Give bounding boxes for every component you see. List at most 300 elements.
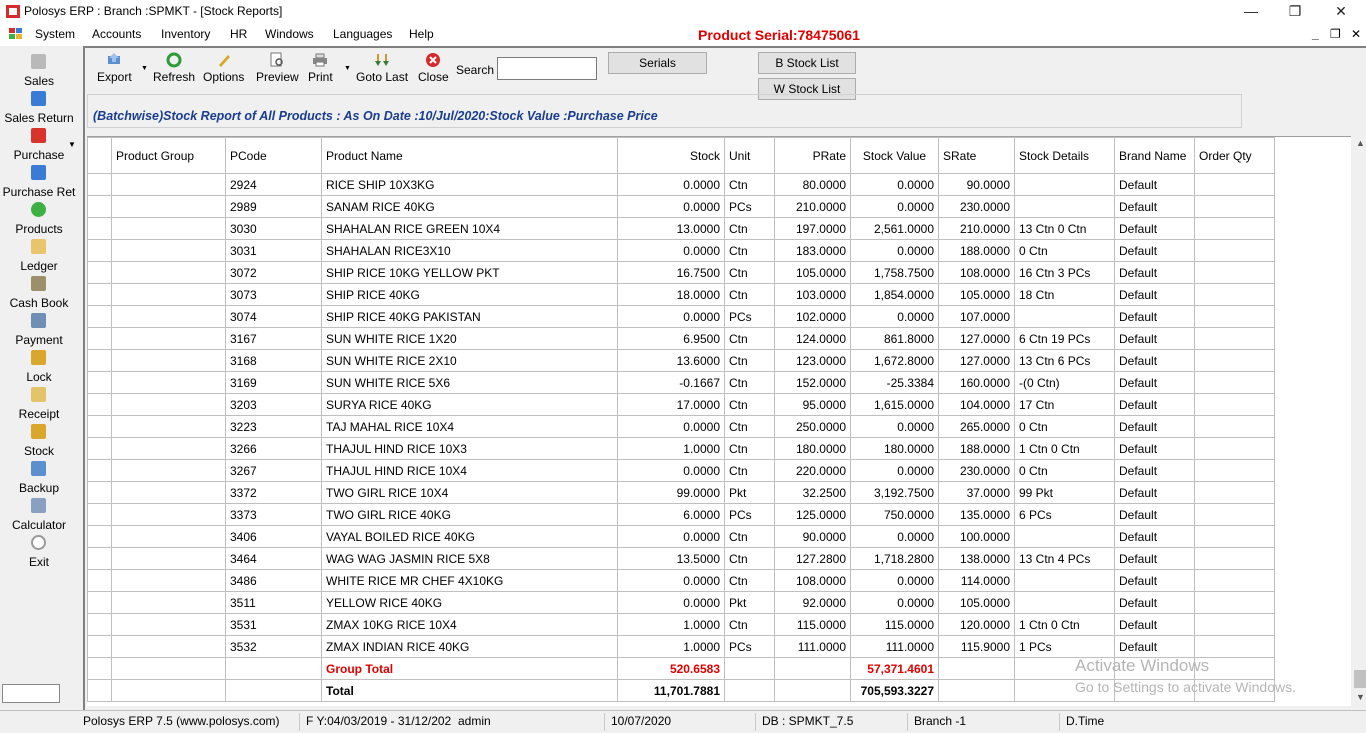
- cell-value[interactable]: 1,718.2800: [851, 548, 939, 570]
- cell-stock[interactable]: 0.0000: [618, 240, 725, 262]
- cell-brand[interactable]: Default: [1115, 636, 1195, 658]
- table-row[interactable]: [88, 570, 1275, 592]
- cell-pcode[interactable]: [226, 680, 322, 702]
- cell-stock[interactable]: 1.0000: [618, 636, 725, 658]
- cell-order-qty[interactable]: [1195, 328, 1275, 350]
- cell-name[interactable]: SHAHALAN RICE3X10: [322, 240, 618, 262]
- cell-order-qty[interactable]: [1195, 482, 1275, 504]
- cell-prate[interactable]: 250.0000: [775, 416, 851, 438]
- cell-unit[interactable]: Ctn: [725, 328, 775, 350]
- cell-srate[interactable]: 188.0000: [939, 438, 1015, 460]
- cell-pcode[interactable]: 3486: [226, 570, 322, 592]
- cell-group[interactable]: [112, 614, 226, 636]
- cell-srate[interactable]: 160.0000: [939, 372, 1015, 394]
- cell-details[interactable]: 1 Ctn 0 Ctn: [1015, 438, 1115, 460]
- cell-prate[interactable]: 125.0000: [775, 504, 851, 526]
- cell-srate[interactable]: 90.0000: [939, 174, 1015, 196]
- col-pcode[interactable]: PCode: [226, 138, 322, 174]
- cell-stock[interactable]: 13.5000: [618, 548, 725, 570]
- table-row[interactable]: [88, 416, 1275, 438]
- table-row[interactable]: [88, 218, 1275, 240]
- row-header[interactable]: [88, 658, 112, 680]
- cell-value[interactable]: 1,854.0000: [851, 284, 939, 306]
- row-header[interactable]: [88, 636, 112, 658]
- nav-sales-return[interactable]: [0, 89, 78, 126]
- cell-name[interactable]: WHITE RICE MR CHEF 4X10KG: [322, 570, 618, 592]
- cell-value[interactable]: 1,615.0000: [851, 394, 939, 416]
- system-menu-icon[interactable]: [9, 28, 23, 40]
- cell-brand[interactable]: Default: [1115, 504, 1195, 526]
- cell-unit[interactable]: Ctn: [725, 284, 775, 306]
- cell-group[interactable]: [112, 174, 226, 196]
- left-panel-input[interactable]: [2, 684, 60, 703]
- row-header[interactable]: [88, 548, 112, 570]
- cell-brand[interactable]: Default: [1115, 174, 1195, 196]
- cell-order-qty[interactable]: [1195, 394, 1275, 416]
- cell-order-qty[interactable]: [1195, 460, 1275, 482]
- nav-calculator[interactable]: [0, 496, 78, 533]
- menu-inventory[interactable]: Inventory: [161, 27, 211, 41]
- cell-order-qty[interactable]: [1195, 438, 1275, 460]
- cell-value[interactable]: 0.0000: [851, 460, 939, 482]
- col-stock-details[interactable]: Stock Details: [1015, 138, 1115, 174]
- cell-details[interactable]: [1015, 526, 1115, 548]
- cell-stock[interactable]: 99.0000: [618, 482, 725, 504]
- cell-order-qty[interactable]: [1195, 636, 1275, 658]
- cell-value[interactable]: 861.8000: [851, 328, 939, 350]
- cell-srate[interactable]: 100.0000: [939, 526, 1015, 548]
- cell-name[interactable]: RICE SHIP 10X3KG: [322, 174, 618, 196]
- menu-windows[interactable]: Windows: [265, 27, 314, 41]
- cell-brand[interactable]: Default: [1115, 372, 1195, 394]
- cell-prate[interactable]: 90.0000: [775, 526, 851, 548]
- cell-unit[interactable]: Pkt: [725, 592, 775, 614]
- cell-brand[interactable]: Default: [1115, 482, 1195, 504]
- cell-brand[interactable]: Default: [1115, 548, 1195, 570]
- cell-stock[interactable]: 0.0000: [618, 416, 725, 438]
- cell-brand[interactable]: Default: [1115, 328, 1195, 350]
- table-row[interactable]: [88, 196, 1275, 218]
- cell-prate[interactable]: 124.0000: [775, 328, 851, 350]
- cell-details[interactable]: [1015, 196, 1115, 218]
- total-label[interactable]: Total: [322, 680, 618, 702]
- cell-value[interactable]: 0.0000: [851, 240, 939, 262]
- cell-pcode[interactable]: 3168: [226, 350, 322, 372]
- cell-srate[interactable]: 105.0000: [939, 284, 1015, 306]
- table-row[interactable]: [88, 284, 1275, 306]
- cell-brand[interactable]: Default: [1115, 460, 1195, 482]
- nav-exit[interactable]: [0, 533, 78, 570]
- cell-pcode[interactable]: 3223: [226, 416, 322, 438]
- cell-name[interactable]: WAG WAG JASMIN RICE 5X8: [322, 548, 618, 570]
- cell-srate[interactable]: 127.0000: [939, 328, 1015, 350]
- cell-group[interactable]: [112, 394, 226, 416]
- cell-name[interactable]: YELLOW RICE 40KG: [322, 592, 618, 614]
- cell-order-qty[interactable]: [1195, 504, 1275, 526]
- cell-pcode[interactable]: 3031: [226, 240, 322, 262]
- cell-name[interactable]: SHAHALAN RICE GREEN 10X4: [322, 218, 618, 240]
- menu-accounts[interactable]: Accounts: [92, 27, 142, 41]
- cell-name[interactable]: TAJ MAHAL RICE 10X4: [322, 416, 618, 438]
- group-total-label[interactable]: Group Total: [322, 658, 618, 680]
- cell-prate[interactable]: 127.2800: [775, 548, 851, 570]
- cell-srate[interactable]: 107.0000: [939, 306, 1015, 328]
- cell-details[interactable]: 0 Ctn: [1015, 460, 1115, 482]
- cell-unit[interactable]: PCs: [725, 306, 775, 328]
- cell-unit[interactable]: [725, 680, 775, 702]
- search-input[interactable]: [497, 57, 597, 80]
- cell-srate[interactable]: 230.0000: [939, 196, 1015, 218]
- row-header[interactable]: [88, 218, 112, 240]
- cell-pcode[interactable]: 2924: [226, 174, 322, 196]
- cell-srate[interactable]: [939, 658, 1015, 680]
- nav-cash-book[interactable]: [0, 274, 78, 311]
- row-header[interactable]: [88, 240, 112, 262]
- cell-pcode[interactable]: 3203: [226, 394, 322, 416]
- cell-unit[interactable]: Ctn: [725, 438, 775, 460]
- cell-order-qty[interactable]: [1195, 526, 1275, 548]
- cell-group[interactable]: [112, 526, 226, 548]
- cell-prate[interactable]: 152.0000: [775, 372, 851, 394]
- nav-products[interactable]: [0, 200, 78, 237]
- cell-prate[interactable]: 108.0000: [775, 570, 851, 592]
- cell-srate[interactable]: 127.0000: [939, 350, 1015, 372]
- cell-pcode[interactable]: [226, 658, 322, 680]
- table-row[interactable]: [88, 548, 1275, 570]
- cell-stock[interactable]: 0.0000: [618, 174, 725, 196]
- cell-unit[interactable]: Ctn: [725, 372, 775, 394]
- cell-stock[interactable]: 17.0000: [618, 394, 725, 416]
- cell-pcode[interactable]: 3532: [226, 636, 322, 658]
- nav-stock[interactable]: [0, 422, 78, 459]
- table-row[interactable]: [88, 350, 1275, 372]
- cell-prate[interactable]: 210.0000: [775, 196, 851, 218]
- cell-pcode[interactable]: 3406: [226, 526, 322, 548]
- cell-prate[interactable]: 123.0000: [775, 350, 851, 372]
- cell-value[interactable]: 111.0000: [851, 636, 939, 658]
- cell-unit[interactable]: Ctn: [725, 460, 775, 482]
- cell-unit[interactable]: Ctn: [725, 614, 775, 636]
- row-header[interactable]: [88, 284, 112, 306]
- row-header[interactable]: [88, 372, 112, 394]
- nav-receipt[interactable]: [0, 385, 78, 422]
- row-header[interactable]: [88, 680, 112, 702]
- cell-unit[interactable]: PCs: [725, 196, 775, 218]
- cell-prate[interactable]: 220.0000: [775, 460, 851, 482]
- cell-unit[interactable]: Ctn: [725, 548, 775, 570]
- cell-stock[interactable]: 16.7500: [618, 262, 725, 284]
- total-stock[interactable]: 11,701.7881: [618, 680, 725, 702]
- print-button[interactable]: [308, 52, 333, 84]
- cell-brand[interactable]: Default: [1115, 262, 1195, 284]
- total-value[interactable]: 705,593.3227: [851, 680, 939, 702]
- row-header[interactable]: [88, 350, 112, 372]
- col-prate[interactable]: PRate: [775, 138, 851, 174]
- cell-unit[interactable]: Ctn: [725, 262, 775, 284]
- cell-value[interactable]: 1,758.7500: [851, 262, 939, 284]
- cell-prate[interactable]: 115.0000: [775, 614, 851, 636]
- cell-details[interactable]: 13 Ctn 6 PCs: [1015, 350, 1115, 372]
- mdi-minimize-button[interactable]: _: [1312, 27, 1319, 41]
- table-row[interactable]: [88, 174, 1275, 196]
- table-row[interactable]: [88, 526, 1275, 548]
- cell-group[interactable]: [112, 196, 226, 218]
- close-window-button[interactable]: ✕: [1335, 3, 1347, 19]
- menu-hr[interactable]: HR: [230, 27, 248, 41]
- cell-srate[interactable]: 114.0000: [939, 570, 1015, 592]
- nav-payment[interactable]: [0, 311, 78, 348]
- cell-details[interactable]: 0 Ctn: [1015, 240, 1115, 262]
- cell-srate[interactable]: 138.0000: [939, 548, 1015, 570]
- cell-pcode[interactable]: 3267: [226, 460, 322, 482]
- cell-srate[interactable]: 104.0000: [939, 394, 1015, 416]
- cell-srate[interactable]: 265.0000: [939, 416, 1015, 438]
- table-row[interactable]: [88, 460, 1275, 482]
- cell-unit[interactable]: PCs: [725, 636, 775, 658]
- cell-group[interactable]: [112, 658, 226, 680]
- cell-name[interactable]: VAYAL BOILED RICE 40KG: [322, 526, 618, 548]
- nav-backup[interactable]: [0, 459, 78, 496]
- table-row[interactable]: [88, 482, 1275, 504]
- cell-brand[interactable]: Default: [1115, 614, 1195, 636]
- cell-name[interactable]: THAJUL HIND RICE 10X3: [322, 438, 618, 460]
- table-row[interactable]: [88, 438, 1275, 460]
- cell-details[interactable]: 13 Ctn 0 Ctn: [1015, 218, 1115, 240]
- cell-brand[interactable]: Default: [1115, 416, 1195, 438]
- cell-value[interactable]: 0.0000: [851, 526, 939, 548]
- menu-help[interactable]: Help: [409, 27, 434, 41]
- minimize-button[interactable]: —: [1244, 3, 1258, 19]
- cell-order-qty[interactable]: [1195, 240, 1275, 262]
- cell-name[interactable]: SHIP RICE 10KG YELLOW PKT: [322, 262, 618, 284]
- table-row[interactable]: [88, 262, 1275, 284]
- cell-pcode[interactable]: 3167: [226, 328, 322, 350]
- row-header[interactable]: [88, 614, 112, 636]
- cell-order-qty[interactable]: [1195, 306, 1275, 328]
- col-stock-value[interactable]: Stock Value: [851, 138, 939, 174]
- cell-group[interactable]: [112, 240, 226, 262]
- cell-stock[interactable]: 0.0000: [618, 526, 725, 548]
- cell-group[interactable]: [112, 306, 226, 328]
- cell-prate[interactable]: [775, 658, 851, 680]
- export-button[interactable]: [97, 52, 132, 84]
- row-header[interactable]: [88, 460, 112, 482]
- cell-stock[interactable]: 0.0000: [618, 592, 725, 614]
- row-header[interactable]: [88, 592, 112, 614]
- b-stock-list-button[interactable]: B Stock List: [758, 52, 856, 74]
- row-header-corner[interactable]: [88, 138, 112, 174]
- cell-order-qty[interactable]: [1195, 570, 1275, 592]
- cell-details[interactable]: 13 Ctn 4 PCs: [1015, 548, 1115, 570]
- cell-details[interactable]: -(0 Ctn): [1015, 372, 1115, 394]
- cell-unit[interactable]: Ctn: [725, 174, 775, 196]
- cell-prate[interactable]: 95.0000: [775, 394, 851, 416]
- cell-srate[interactable]: 108.0000: [939, 262, 1015, 284]
- group-total-value[interactable]: 57,371.4601: [851, 658, 939, 680]
- cell-pcode[interactable]: 3372: [226, 482, 322, 504]
- col-product-name[interactable]: Product Name: [322, 138, 618, 174]
- nav-purchase[interactable]: [0, 126, 78, 163]
- row-header[interactable]: [88, 482, 112, 504]
- cell-group[interactable]: [112, 262, 226, 284]
- cell-pcode[interactable]: 3169: [226, 372, 322, 394]
- cell-srate[interactable]: 37.0000: [939, 482, 1015, 504]
- cell-prate[interactable]: 102.0000: [775, 306, 851, 328]
- scroll-up-icon[interactable]: ▲: [1356, 138, 1365, 148]
- col-product-group[interactable]: Product Group: [112, 138, 226, 174]
- cell-srate[interactable]: 115.9000: [939, 636, 1015, 658]
- cell-pcode[interactable]: 3072: [226, 262, 322, 284]
- cell-brand[interactable]: Default: [1115, 218, 1195, 240]
- cell-brand[interactable]: Default: [1115, 196, 1195, 218]
- vertical-scrollbar[interactable]: [1351, 136, 1366, 706]
- nav-lock[interactable]: [0, 348, 78, 385]
- cell-prate[interactable]: 103.0000: [775, 284, 851, 306]
- table-row[interactable]: [88, 306, 1275, 328]
- cell-pcode[interactable]: 3464: [226, 548, 322, 570]
- cell-value[interactable]: 750.0000: [851, 504, 939, 526]
- cell-unit[interactable]: PCs: [725, 504, 775, 526]
- cell-prate[interactable]: 92.0000: [775, 592, 851, 614]
- cell-stock[interactable]: 6.0000: [618, 504, 725, 526]
- row-header[interactable]: [88, 394, 112, 416]
- cell-details[interactable]: 1 PCs: [1015, 636, 1115, 658]
- cell-stock[interactable]: 0.0000: [618, 196, 725, 218]
- table-row[interactable]: [88, 504, 1275, 526]
- cell-name[interactable]: SUN WHITE RICE 1X20: [322, 328, 618, 350]
- cell-unit[interactable]: Ctn: [725, 240, 775, 262]
- cell-details[interactable]: [1015, 592, 1115, 614]
- nav-sales[interactable]: [0, 52, 78, 89]
- cell-group[interactable]: [112, 548, 226, 570]
- cell-group[interactable]: [112, 350, 226, 372]
- row-header[interactable]: [88, 526, 112, 548]
- cell-unit[interactable]: Ctn: [725, 350, 775, 372]
- cell-value[interactable]: 0.0000: [851, 416, 939, 438]
- cell-stock[interactable]: 1.0000: [618, 614, 725, 636]
- cell-details[interactable]: 1 Ctn 0 Ctn: [1015, 614, 1115, 636]
- cell-prate[interactable]: [775, 680, 851, 702]
- cell-order-qty[interactable]: [1195, 218, 1275, 240]
- row-header[interactable]: [88, 174, 112, 196]
- row-header[interactable]: [88, 328, 112, 350]
- cell-srate[interactable]: 135.0000: [939, 504, 1015, 526]
- w-stock-list-button[interactable]: W Stock List: [758, 78, 856, 100]
- cell-stock[interactable]: 6.9500: [618, 328, 725, 350]
- nav-purchase-return[interactable]: [0, 163, 78, 200]
- cell-prate[interactable]: 32.2500: [775, 482, 851, 504]
- menu-system[interactable]: System: [35, 27, 76, 41]
- cell-value[interactable]: 115.0000: [851, 614, 939, 636]
- cell-details[interactable]: 16 Ctn 3 PCs: [1015, 262, 1115, 284]
- cell-group[interactable]: [112, 416, 226, 438]
- cell-srate[interactable]: 188.0000: [939, 240, 1015, 262]
- cell-details[interactable]: 6 Ctn 19 PCs: [1015, 328, 1115, 350]
- table-row[interactable]: [88, 614, 1275, 636]
- cell-order-qty[interactable]: [1195, 196, 1275, 218]
- cell-order-qty[interactable]: [1195, 284, 1275, 306]
- cell-details[interactable]: [1015, 174, 1115, 196]
- cell-stock[interactable]: 1.0000: [618, 438, 725, 460]
- cell-order-qty[interactable]: [1195, 548, 1275, 570]
- purchase-dropdown-icon[interactable]: ▼: [68, 140, 76, 149]
- cell-details[interactable]: [1015, 306, 1115, 328]
- row-header[interactable]: [88, 504, 112, 526]
- cell-group[interactable]: [112, 680, 226, 702]
- cell-stock[interactable]: 13.0000: [618, 218, 725, 240]
- cell-brand[interactable]: Default: [1115, 526, 1195, 548]
- cell-prate[interactable]: 180.0000: [775, 438, 851, 460]
- cell-value[interactable]: 0.0000: [851, 196, 939, 218]
- cell-pcode[interactable]: 3511: [226, 592, 322, 614]
- cell-stock[interactable]: 0.0000: [618, 460, 725, 482]
- row-header[interactable]: [88, 438, 112, 460]
- cell-unit[interactable]: Pkt: [725, 482, 775, 504]
- cell-value[interactable]: 1,672.8000: [851, 350, 939, 372]
- cell-brand[interactable]: Default: [1115, 284, 1195, 306]
- cell-value[interactable]: 3,192.7500: [851, 482, 939, 504]
- cell-srate[interactable]: 210.0000: [939, 218, 1015, 240]
- cell-name[interactable]: TWO GIRL RICE 40KG: [322, 504, 618, 526]
- cell-stock[interactable]: 13.6000: [618, 350, 725, 372]
- cell-group[interactable]: [112, 570, 226, 592]
- cell-group[interactable]: [112, 328, 226, 350]
- cell-stock[interactable]: 0.0000: [618, 306, 725, 328]
- cell-brand[interactable]: Default: [1115, 240, 1195, 262]
- cell-srate[interactable]: 120.0000: [939, 614, 1015, 636]
- col-brand-name[interactable]: Brand Name: [1115, 138, 1195, 174]
- cell-prate[interactable]: 80.0000: [775, 174, 851, 196]
- cell-details[interactable]: [1015, 570, 1115, 592]
- cell-group[interactable]: [112, 592, 226, 614]
- export-dropdown-icon[interactable]: ▼: [141, 65, 148, 72]
- cell-order-qty[interactable]: [1195, 416, 1275, 438]
- table-row[interactable]: [88, 372, 1275, 394]
- cell-stock[interactable]: -0.1667: [618, 372, 725, 394]
- cell-group[interactable]: [112, 460, 226, 482]
- cell-prate[interactable]: 105.0000: [775, 262, 851, 284]
- cell-order-qty[interactable]: [1195, 592, 1275, 614]
- col-srate[interactable]: SRate: [939, 138, 1015, 174]
- goto-last-button[interactable]: [356, 52, 408, 84]
- group-total-stock[interactable]: 520.6583: [618, 658, 725, 680]
- row-header[interactable]: [88, 196, 112, 218]
- cell-srate[interactable]: [939, 680, 1015, 702]
- cell-details[interactable]: 0 Ctn: [1015, 416, 1115, 438]
- options-button[interactable]: [203, 52, 244, 84]
- table-row[interactable]: [88, 394, 1275, 416]
- cell-value[interactable]: 0.0000: [851, 592, 939, 614]
- cell-prate[interactable]: 111.0000: [775, 636, 851, 658]
- cell-name[interactable]: ZMAX INDIAN RICE 40KG: [322, 636, 618, 658]
- cell-name[interactable]: THAJUL HIND RICE 10X4: [322, 460, 618, 482]
- col-unit[interactable]: Unit: [725, 138, 775, 174]
- cell-value[interactable]: 180.0000: [851, 438, 939, 460]
- row-header[interactable]: [88, 262, 112, 284]
- cell-pcode[interactable]: 3073: [226, 284, 322, 306]
- cell-brand[interactable]: Default: [1115, 570, 1195, 592]
- cell-details[interactable]: 99 Pkt: [1015, 482, 1115, 504]
- serials-button[interactable]: Serials: [608, 52, 707, 74]
- cell-details[interactable]: 17 Ctn: [1015, 394, 1115, 416]
- cell-srate[interactable]: 105.0000: [939, 592, 1015, 614]
- cell-order-qty[interactable]: [1195, 372, 1275, 394]
- cell-unit[interactable]: [725, 658, 775, 680]
- cell-unit[interactable]: Ctn: [725, 218, 775, 240]
- cell-brand[interactable]: Default: [1115, 394, 1195, 416]
- cell-value[interactable]: 2,561.0000: [851, 218, 939, 240]
- mdi-close-button[interactable]: ✕: [1351, 27, 1362, 41]
